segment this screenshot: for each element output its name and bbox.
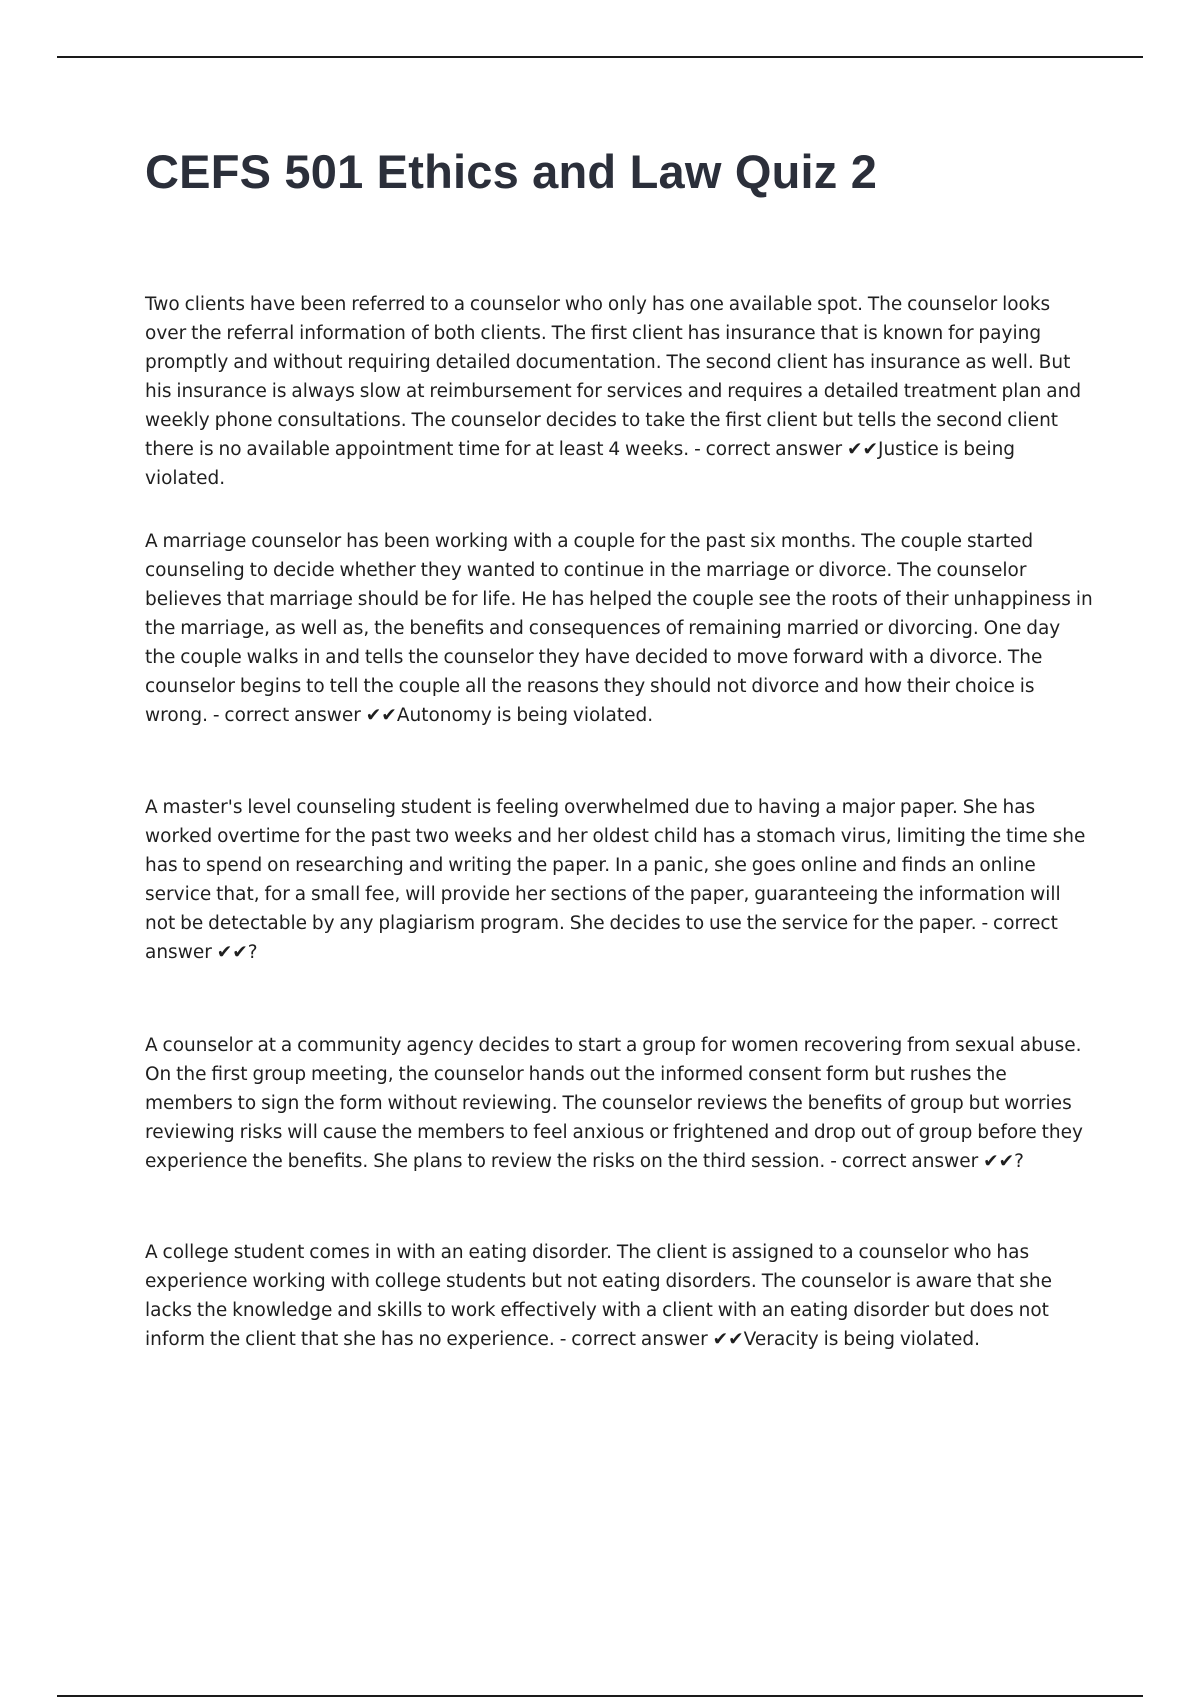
answer-separator: - correct answer — [689, 439, 847, 460]
qa-item-1 — [145, 290, 1095, 493]
answer-text: Autonomy is being violated. — [396, 705, 654, 726]
question-text: A marriage counselor has been working with a couple for the past six months. The couple started counseling to decide whether they wanted to continue in the marriage or divorce. The counselor believes that marriage should be for life. He has helped the couple see the roots of their unhappiness in the marriage, as well as, the benefits and consequences of remaining married or divorcing. One day the couple walks in and tells the counselor they have decided to move forward with a divorce. The counselor begins to tell the couple all the reasons they should not divorce and how their choice is wrong. — [145, 531, 1093, 726]
question-text: A college student comes in with an eating disorder. The client is assigned to a counselor who has experience working with college students but not eating disorders. The counselor is aware that she lacks the knowledge and skills to work effectively with a client with an eating disorder but does not inform the client that she has no experience. — [145, 1242, 1053, 1350]
qa-item-3 — [145, 793, 1095, 967]
page-title: CEFS 501 Ethics and Law Quiz 2 — [145, 145, 878, 198]
checkmark-icon: ✔✔ — [846, 439, 878, 460]
bottom-rule — [57, 1695, 1143, 1697]
checkmark-icon: ✔✔ — [983, 1151, 1015, 1172]
answer-text: Justice is being violated. — [145, 439, 1016, 489]
answer-separator: - correct answer — [145, 913, 1058, 963]
qa-item-2 — [145, 527, 1095, 730]
question-text: A counselor at a community agency decides to start a group for women recovering from sexual abuse. On the first group meeting, the counselor hands out the informed consent form but rushes the members to sign the form without reviewing. The counselor reviews the benefits of group but worries reviewing risks will cause the members to feel anxious or frightened and drop out of group before they experience the benefits. She plans to review the risks on the third session. — [145, 1035, 1083, 1172]
top-rule — [57, 56, 1143, 58]
question-text: A master's level counseling student is feeling overwhelmed due to having a major paper. She has worked overtime for the past two weeks and her oldest child has a stomach virus, limiting the time she has to spend on researching and writing the paper. In a panic, she goes online and finds an online service that, for a small fee, will provide her sections of the paper, guaranteeing the information will not be detectable by any plagiarism program. She decides to use the service for the paper. — [145, 797, 1086, 934]
answer-text: ? — [247, 942, 258, 963]
qa-item-4 — [145, 1031, 1095, 1176]
answer-separator: - correct answer — [208, 705, 366, 726]
answer-separator: - correct answer — [554, 1329, 713, 1350]
answer-text: ? — [1014, 1151, 1024, 1172]
checkmark-icon: ✔✔ — [216, 942, 248, 963]
checkmark-icon: ✔✔ — [365, 705, 397, 726]
qa-item-5 — [145, 1238, 1095, 1354]
answer-separator: - correct answer — [825, 1151, 984, 1172]
question-text: Two clients have been referred to a counselor who only has one available spot. The counselor looks over the referral information of both clients. The first client has insurance that is known for paying promptly and without requiring detailed documentation. The second client has insurance as well. But his insurance is always slow at reimbursement for services and requires a detailed treatment plan and weekly phone consultations. The counselor decides to take the first client but tells the second client there is no available appointment time for at least 4 weeks. — [145, 294, 1082, 460]
checkmark-icon: ✔✔ — [712, 1329, 744, 1350]
answer-text: Veracity is being violated. — [743, 1329, 980, 1350]
